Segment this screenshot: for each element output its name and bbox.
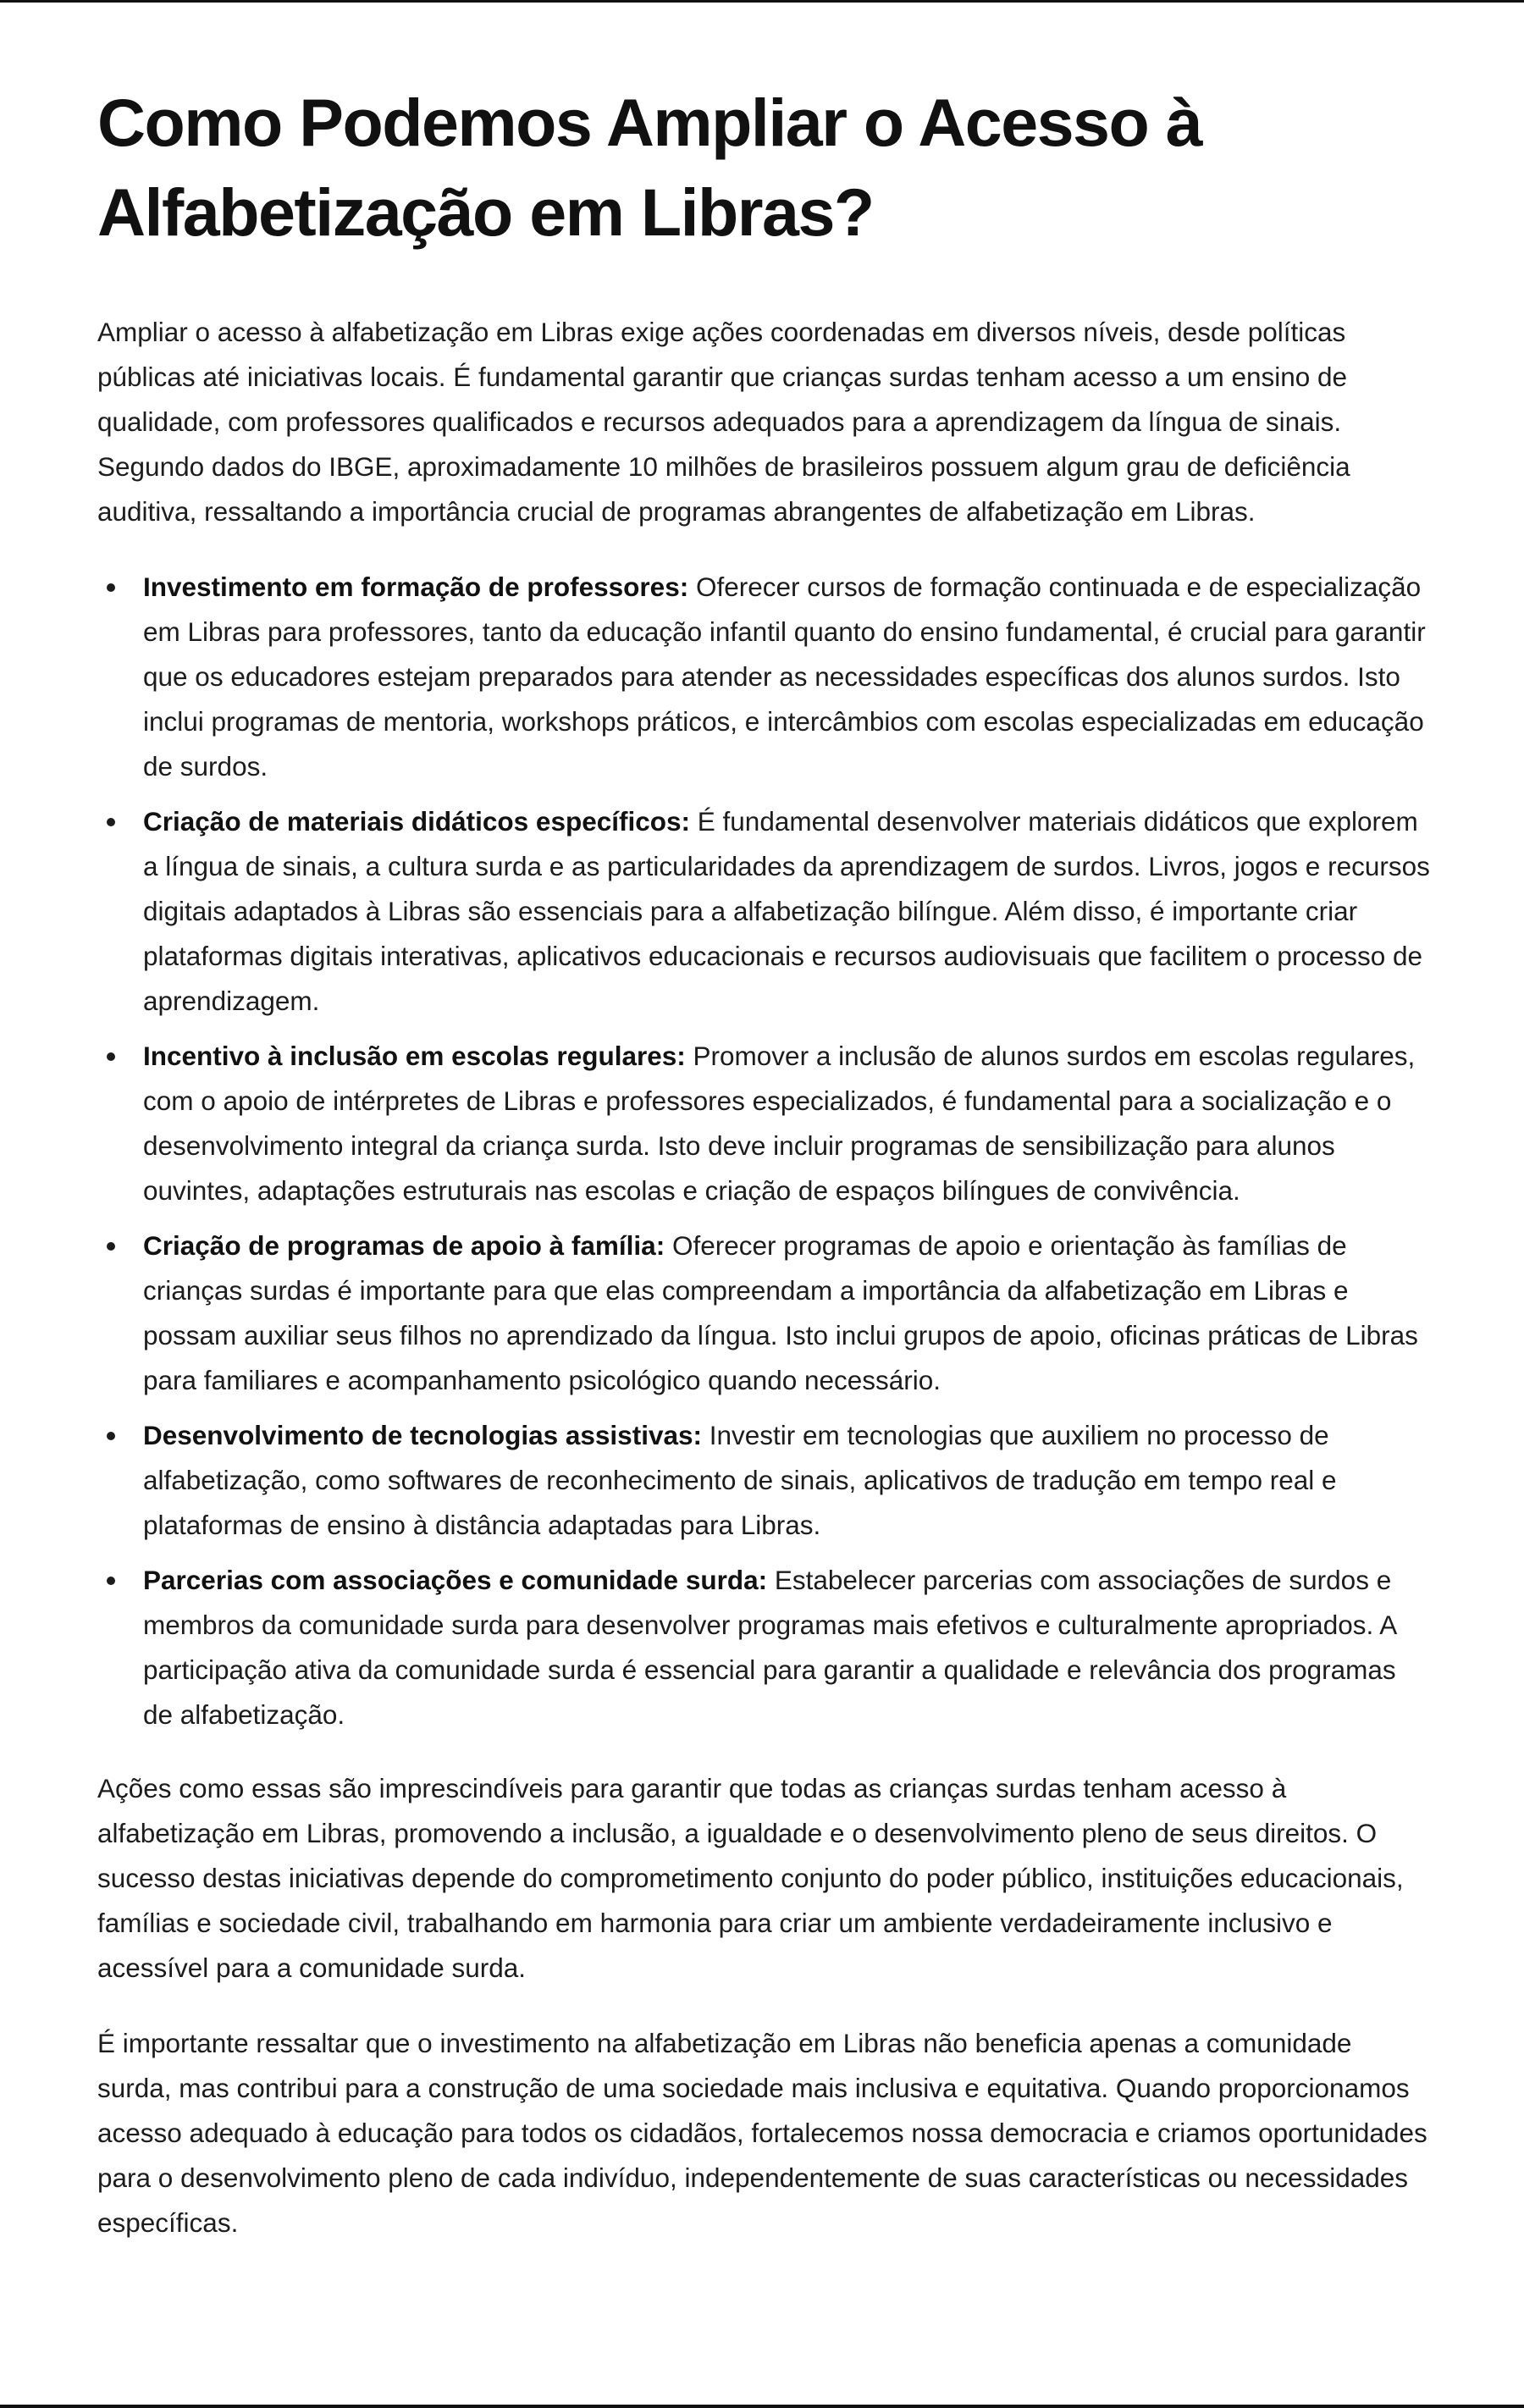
list-item-label: Parcerias com associações e comunidade surda: [143, 1565, 768, 1595]
list-item [97, 1223, 1431, 1403]
page-title: Como Podemos Ampliar o Acesso à Alfabetização em Libras? [97, 85, 1202, 250]
action-list [97, 565, 1431, 1737]
intro-paragraph: Ampliar o acesso à alfabetização em Libras exige ações coordenadas em diversos níveis, desde políticas públicas até iniciativas locais. É fundamental garantir que crianças surdas tenham acesso a um ensino de qualidade, com professores qualificados e recursos adequados para a aprendizagem da língua de sinais. Segundo dados do IBGE, aproximadamente 10 milhões de brasileiros possuem algum grau de deficiência auditiva, ressaltando a importância crucial de programas abrangentes de alfabetização em Libras. [97, 317, 1350, 527]
top-divider [0, 0, 1524, 3]
bullet-dot-icon [107, 818, 115, 826]
bullet-dot-icon [107, 1577, 115, 1585]
bottom-divider [0, 2405, 1524, 2408]
list-item-text: Oferecer programas de apoio e orientação às famílias de crianças surdas é importante para que elas compreendam a importância da alfabetização em Libras e possam auxiliar seus filhos no aprendizado da língua. Isto inclui grupos de apoio, oficinas práticas de Libras para familiares e acompanhamento psicológico quando necessário. [143, 1230, 1418, 1395]
list-item-text: Promover a inclusão de alunos surdos em escolas regulares, com o apoio de intérpretes de Libras e professores especializados, é fundamental para a socialização e o desenvolvimento integral da criança surda. Isto deve incluir programas de sensibilização para alunos ouvintes, adaptações estruturais nas escolas e criação de espaços bilíngues de convivência. [143, 1041, 1416, 1206]
closing-paragraph-1: Ações como essas são imprescindíveis para garantir que todas as crianças surdas tenham acesso à alfabetização em Libras, promovendo a inclusão, a igualdade e o desenvolvimento pleno de seus direitos. O sucesso destas iniciativas depende do comprometimento conjunto do poder público, instituições educacionais, famílias e sociedade civil, trabalhando em harmonia para criar um ambiente verdadeiramente inclusivo e acessível para a comunidade surda. [97, 1773, 1404, 1983]
list-item-label: Incentivo à inclusão em escolas regulares: [143, 1041, 686, 1071]
list-item-label: Desenvolvimento de tecnologias assistivas: [143, 1420, 702, 1450]
list-item-label: Criação de materiais didáticos específicos: [143, 806, 691, 837]
bullet-dot-icon [107, 583, 115, 592]
list-item-text: É fundamental desenvolver materiais didáticos que explorem a língua de sinais, a cultura surda e as particularidades da aprendizagem de surdos. Livros, jogos e recursos digitais adaptados à Libras são essenciais para a alfabetização bilíngue. Além disso, é importante criar plataformas digitais interativas, aplicativos educacionais e recursos audiovisuais que facilitem o processo de aprendizagem. [143, 806, 1430, 1016]
list-item [97, 1413, 1431, 1548]
bullet-dot-icon [107, 1432, 115, 1440]
list-item [97, 1558, 1431, 1737]
bullet-dot-icon [107, 1242, 115, 1251]
closing-paragraph-2: É importante ressaltar que o investimento na alfabetização em Libras não beneficia apenas a comunidade surda, mas contribui para a construção de uma sociedade mais inclusiva e equitativa. Quando proporcionamos acesso adequado à educação para todos os cidadãos, fortalecemos nossa democracia e criamos oportunidades para o desenvolvimento pleno de cada indivíduo, independentemente de suas características ou necessidades específicas. [97, 2028, 1427, 2238]
list-item [97, 799, 1431, 1024]
list-item [97, 1034, 1431, 1213]
list-item-text: Oferecer cursos de formação continuada e de especialização em Libras para professores, tanto da educação infantil quanto do ensino fundamental, é crucial para garantir que os educadores estejam preparados para atender as necessidades específicas dos alunos surdos. Isto inclui programas de mentoria, workshops práticos, e intercâmbios com escolas especializadas em educação de surdos. [143, 572, 1426, 781]
bullet-dot-icon [107, 1052, 115, 1061]
list-item-text: Investir em tecnologias que auxiliem no processo de alfabetização, como softwares de reconhecimento de sinais, aplicativos de tradução em tempo real e plataformas de ensino à distância adaptadas para Libras. [143, 1420, 1337, 1540]
list-item-label: Criação de programas de apoio à família: [143, 1230, 665, 1261]
list-item-label: Investimento em formação de professores: [143, 572, 689, 602]
list-item [97, 565, 1431, 789]
article [97, 78, 1431, 2245]
list-item-text: Estabelecer parcerias com associações de surdos e membros da comunidade surda para desenvolver programas mais efetivos e culturalmente apropriados. A participação ativa da comunidade surda é essencial para garantir a qualidade e relevância dos programas de alfabetização. [143, 1565, 1396, 1730]
